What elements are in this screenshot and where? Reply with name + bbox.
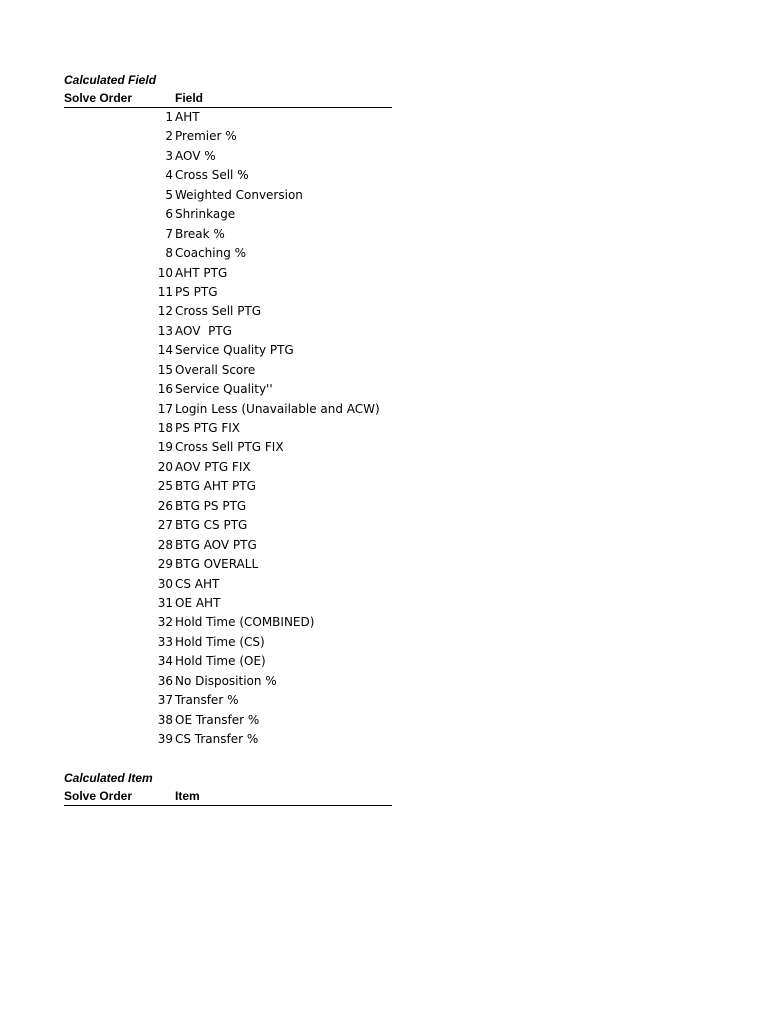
field-name: AOV PTG xyxy=(175,323,232,338)
field-name: AOV % xyxy=(175,148,216,163)
solve-order-value: 15 xyxy=(157,362,173,377)
solve-order-value: 29 xyxy=(157,557,173,572)
table-row xyxy=(64,380,392,399)
solve-order-value: 12 xyxy=(157,304,173,319)
table-row xyxy=(64,672,392,691)
field-name: Weighted Conversion xyxy=(175,187,303,202)
calculated-field-rows xyxy=(64,108,392,749)
solve-order-value: 28 xyxy=(157,537,173,552)
solve-order-value: 20 xyxy=(157,459,173,474)
solve-order-value: 36 xyxy=(157,673,173,688)
field-name: Service Quality'' xyxy=(175,382,273,397)
table-row xyxy=(64,594,392,613)
field-name: BTG OVERALL xyxy=(175,557,259,572)
field-name: PS PTG FIX xyxy=(175,421,241,435)
solve-order-value: 32 xyxy=(157,615,173,630)
table-row xyxy=(64,302,392,321)
solve-order-value: 4 xyxy=(165,168,173,183)
field-name: CS AHT xyxy=(175,576,220,591)
solve-order-value: 17 xyxy=(157,401,173,416)
table-row xyxy=(64,166,392,185)
field-name: OE AHT xyxy=(175,595,221,610)
solve-order-value: 34 xyxy=(157,654,173,669)
solve-order-value: 27 xyxy=(157,518,173,533)
table-row xyxy=(64,186,392,205)
field-name: Transfer % xyxy=(175,693,239,708)
table-row xyxy=(64,691,392,710)
solve-order-value: 30 xyxy=(157,576,173,591)
calculated-field-section xyxy=(64,72,392,749)
solve-order-value: 33 xyxy=(157,634,173,649)
table-row xyxy=(64,652,392,671)
field-name: BTG PS PTG xyxy=(175,498,247,513)
field-name: Cross Sell PTG FIX xyxy=(175,440,284,455)
solve-order-value: 16 xyxy=(157,382,173,397)
table-row xyxy=(64,341,392,360)
table-row xyxy=(64,108,392,127)
field-name: Coaching % xyxy=(175,246,247,261)
solve-order-value: 37 xyxy=(157,693,173,708)
field-name: Cross Sell % xyxy=(175,168,249,183)
field-name: Hold Time (COMBINED) xyxy=(175,615,315,630)
solve-order-value: 18 xyxy=(157,421,173,435)
solve-order-value: 7 xyxy=(165,226,173,241)
solve-order-value: 6 xyxy=(165,207,173,222)
table-row xyxy=(64,127,392,146)
table-row xyxy=(64,147,392,166)
field-name: Hold Time (CS) xyxy=(175,634,265,649)
table-row xyxy=(64,205,392,224)
field-name: No Disposition % xyxy=(175,673,277,688)
table-row xyxy=(64,419,392,438)
solve-order-value: 11 xyxy=(157,284,173,299)
table-row xyxy=(64,575,392,594)
calculated-field-title: Calculated Field xyxy=(64,73,157,87)
field-name: Break % xyxy=(175,226,225,241)
table-row xyxy=(64,633,392,652)
field-name: PS PTG xyxy=(175,284,218,299)
solve-order-value: 19 xyxy=(157,440,173,455)
table-row xyxy=(64,361,392,380)
field-name: OE Transfer % xyxy=(175,712,260,727)
table-row xyxy=(64,283,392,302)
item-header: Item xyxy=(175,789,200,803)
solve-order-header: Solve Order xyxy=(64,91,133,105)
field-name: BTG AHT PTG xyxy=(175,479,256,494)
table-row xyxy=(64,497,392,516)
table-row xyxy=(64,438,392,457)
table-row xyxy=(64,730,392,749)
table-row xyxy=(64,225,392,244)
solve-order-header: Solve Order xyxy=(64,789,133,803)
table-row xyxy=(64,400,392,419)
calculated-item-header xyxy=(64,788,392,806)
calculated-field-header xyxy=(64,90,392,108)
table-row xyxy=(64,477,392,496)
field-name: BTG CS PTG xyxy=(175,518,248,533)
solve-order-value: 2 xyxy=(165,129,173,144)
table-row xyxy=(64,458,392,477)
field-name: Login Less (Unavailable and ACW) xyxy=(175,401,380,416)
solve-order-value: 13 xyxy=(157,323,173,338)
solve-order-value: 26 xyxy=(157,498,173,513)
field-header: Field xyxy=(175,91,204,105)
table-row xyxy=(64,555,392,574)
solve-order-value: 38 xyxy=(157,712,173,727)
table-row xyxy=(64,264,392,283)
field-name: AHT xyxy=(175,110,200,124)
solve-order-value: 25 xyxy=(157,479,173,494)
calculated-item-section xyxy=(64,770,392,806)
table-row xyxy=(64,536,392,555)
solve-order-value: 3 xyxy=(165,148,173,163)
table-row xyxy=(64,322,392,341)
field-name: Overall Score xyxy=(175,362,256,377)
table-row xyxy=(64,244,392,263)
solve-order-value: 39 xyxy=(157,732,173,746)
solve-order-value: 8 xyxy=(165,246,173,261)
field-name: Cross Sell PTG xyxy=(175,304,262,319)
field-name: Hold Time (OE) xyxy=(175,654,266,669)
calculated-item-title: Calculated Item xyxy=(64,771,153,785)
table-row xyxy=(64,711,392,730)
table-row xyxy=(64,613,392,632)
solve-order-value: 10 xyxy=(157,265,173,280)
solve-order-value: 1 xyxy=(165,110,173,124)
field-name: Premier % xyxy=(175,129,237,144)
field-name: AOV PTG FIX xyxy=(175,459,251,474)
field-name: Service Quality PTG xyxy=(175,343,294,358)
solve-order-value: 14 xyxy=(157,343,173,358)
solve-order-value: 31 xyxy=(157,595,173,610)
field-name: CS Transfer % xyxy=(175,732,259,746)
table-row xyxy=(64,516,392,535)
field-name: Shrinkage xyxy=(175,207,236,222)
solve-order-value: 5 xyxy=(165,187,173,202)
field-name: BTG AOV PTG xyxy=(175,537,257,552)
field-name: AHT PTG xyxy=(175,265,228,280)
